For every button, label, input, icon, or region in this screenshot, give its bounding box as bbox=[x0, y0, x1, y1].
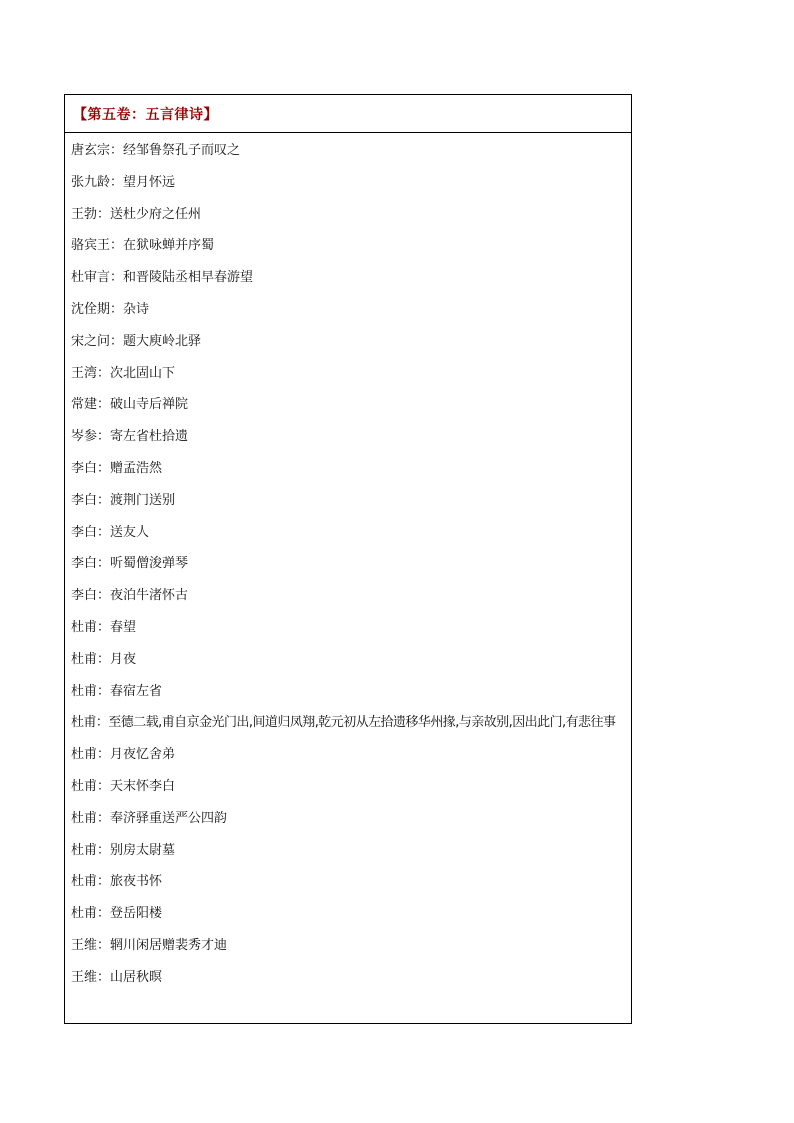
poem-entry: 杜甫：奉济驿重送严公四韵 bbox=[71, 810, 228, 826]
poem-entry: 唐玄宗：经邹鲁祭孔子而叹之 bbox=[71, 143, 241, 158]
poem-entry: 李白：送友人 bbox=[71, 524, 150, 540]
poem-entry: 杜甫：至德二载,甫自京金光门出,间道归凤翔,乾元初从左拾遗移华州掾,与亲故别,因出此门,有悲往事 bbox=[71, 715, 616, 731]
poem-entry: 杜甫：春宿左省 bbox=[71, 683, 163, 699]
poem-entry: 杜甫：春望 bbox=[71, 619, 137, 635]
poem-entry: 王勃：送杜少府之任州 bbox=[71, 206, 202, 222]
poem-entry: 骆宾王：在狱咏蝉并序蜀 bbox=[71, 238, 215, 254]
section-title: 【第五卷：五言律诗】 bbox=[73, 106, 218, 123]
poem-entry: 常建：破山寺后禅院 bbox=[71, 397, 189, 413]
poem-entry: 李白：渡荆门送别 bbox=[71, 492, 176, 508]
poem-entry: 杜审言：和晋陵陆丞相早春游望 bbox=[71, 270, 254, 286]
poem-entry: 杜甫：月夜忆舍弟 bbox=[71, 747, 176, 763]
poem-entry: 张九龄：望月怀远 bbox=[71, 174, 176, 190]
poem-entry: 沈佺期：杂诗 bbox=[71, 301, 150, 317]
poem-entry: 王湾：次北固山下 bbox=[71, 365, 176, 381]
poem-table bbox=[64, 94, 632, 1024]
poem-entry: 杜甫：旅夜书怀 bbox=[71, 874, 163, 890]
poem-entry: 王维：辋川闲居赠裴秀才迪 bbox=[71, 937, 228, 953]
poem-entry: 王维：山居秋暝 bbox=[71, 969, 163, 985]
table-header bbox=[65, 95, 631, 133]
poem-list bbox=[65, 133, 631, 994]
poem-entry: 李白：听蜀僧浚弹琴 bbox=[71, 556, 189, 572]
poem-entry: 杜甫：别房太尉墓 bbox=[71, 842, 176, 858]
poem-entry: 岑参：寄左省杜拾遗 bbox=[71, 429, 189, 445]
poem-entry: 宋之问：题大庾岭北驿 bbox=[71, 333, 202, 349]
poem-entry: 李白：夜泊牛渚怀古 bbox=[71, 588, 189, 604]
poem-entry: 杜甫：登岳阳楼 bbox=[71, 906, 163, 922]
poem-entry: 杜甫：天末怀李白 bbox=[71, 778, 176, 794]
poem-entry: 杜甫：月夜 bbox=[71, 651, 137, 667]
poem-entry: 李白：赠孟浩然 bbox=[71, 460, 163, 476]
